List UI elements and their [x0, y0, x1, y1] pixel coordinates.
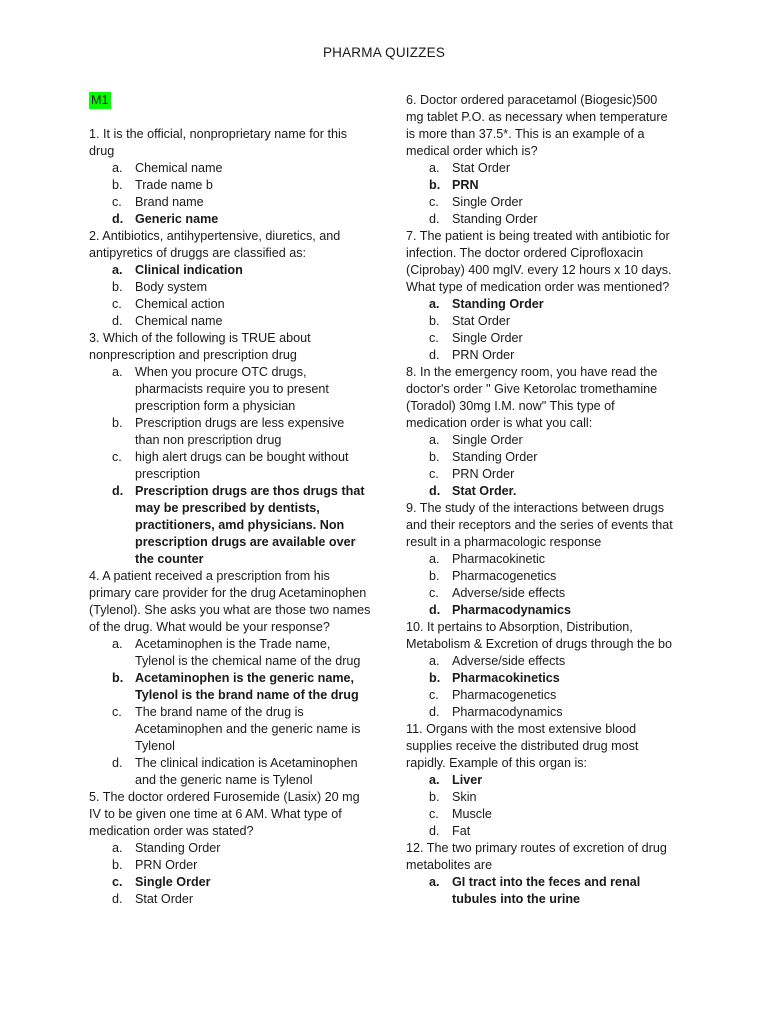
- answer-option: [89, 177, 371, 194]
- option-text: The clinical indication is Acetaminophen and the generic name is Tylenol: [135, 756, 358, 787]
- option-text: Single Order: [452, 195, 523, 209]
- answer-option: [89, 296, 371, 313]
- option-letter: a.: [112, 365, 123, 379]
- answer-option-correct: [89, 670, 371, 704]
- quiz-question-block: [406, 364, 676, 500]
- left-column: [89, 92, 371, 908]
- answer-option: [89, 279, 371, 296]
- option-letter: d.: [429, 348, 440, 362]
- answer-option: [406, 194, 676, 211]
- answer-option: [89, 704, 371, 755]
- option-letter: d.: [429, 705, 440, 719]
- answer-option: [406, 704, 676, 721]
- option-text: Standing Order: [452, 450, 538, 464]
- option-letter: c.: [112, 875, 123, 889]
- option-text: Stat Order.: [452, 484, 517, 498]
- option-letter: c.: [429, 331, 439, 345]
- answer-options: [89, 262, 371, 330]
- section-tag: M1: [91, 93, 109, 107]
- option-text: Single Order: [452, 433, 523, 447]
- answer-options: [406, 296, 676, 364]
- option-text: Standing Order: [452, 212, 538, 226]
- answer-option-correct: [406, 772, 676, 789]
- option-text: PRN Order: [452, 348, 515, 362]
- option-text: Single Order: [135, 875, 211, 889]
- answer-option: [89, 313, 371, 330]
- left-question-list: [89, 126, 371, 908]
- option-letter: c.: [112, 195, 122, 209]
- option-letter: a.: [429, 773, 440, 787]
- answer-options: [406, 653, 676, 721]
- option-text: Chemical name: [135, 314, 223, 328]
- answer-options: [89, 364, 371, 568]
- answer-option: [406, 585, 676, 602]
- option-letter: a.: [112, 161, 123, 175]
- option-text: Pharmacogenetics: [452, 688, 557, 702]
- answer-options: [406, 772, 676, 840]
- question-text: 10. It pertains to Absorption, Distribution, Metabolism & Excretion of drugs through the bo: [406, 620, 673, 651]
- option-letter: c.: [112, 297, 122, 311]
- question-text: 5. The doctor ordered Furosemide (Lasix) 20 mg IV to be given one time at 6 AM. What type of medication order was stated?: [89, 790, 360, 838]
- answer-option-correct: [89, 211, 371, 228]
- answer-option: [89, 194, 371, 211]
- option-text: When you procure OTC drugs, pharmacists require you to present prescription form a physician: [135, 365, 329, 413]
- answer-option: [406, 806, 676, 823]
- option-text: GI tract into the feces and renal tubules into the urine: [452, 875, 641, 906]
- option-letter: a.: [112, 263, 123, 277]
- option-letter: c.: [429, 195, 439, 209]
- answer-option: [406, 466, 676, 483]
- option-letter: a.: [429, 161, 440, 175]
- option-letter: b.: [112, 416, 123, 430]
- option-text: Body system: [135, 280, 208, 294]
- option-letter: d.: [112, 314, 123, 328]
- option-text: PRN Order: [452, 467, 515, 481]
- option-letter: b.: [429, 178, 441, 192]
- answer-options: [406, 160, 676, 228]
- option-letter: b.: [429, 569, 440, 583]
- quiz-question-block: [406, 92, 676, 228]
- option-text: PRN: [452, 178, 479, 192]
- option-text: Acetaminophen is the Trade name, Tylenol is the chemical name of the drug: [135, 637, 361, 668]
- answer-option: [406, 313, 676, 330]
- answer-option: [89, 364, 371, 415]
- option-text: Stat Order: [452, 161, 511, 175]
- question-text: 11. Organs with the most extensive blood supplies receive the distributed drug most rapidly. Example of this organ is:: [406, 722, 639, 770]
- option-text: Standing Order: [452, 297, 544, 311]
- answer-option-correct: [406, 296, 676, 313]
- option-text: Adverse/side effects: [452, 586, 566, 600]
- option-text: Muscle: [452, 807, 492, 821]
- option-text: Liver: [452, 773, 483, 787]
- answer-options: [89, 840, 371, 908]
- quiz-question-block: [89, 126, 371, 228]
- option-text: Acetaminophen is the generic name, Tylenol is the brand name of the drug: [135, 671, 359, 702]
- option-text: Skin: [452, 790, 477, 804]
- option-text: Clinical indication: [135, 263, 243, 277]
- question-text: 1. It is the official, nonproprietary name for this drug: [89, 127, 348, 158]
- answer-options: [89, 636, 371, 789]
- option-text: Prescription drugs are thos drugs that may be prescribed by dentists, practitioners, amd physicians. Non prescription drugs are available over the counter: [135, 484, 365, 566]
- question-text: 4. A patient received a prescription from his primary care provider for the drug Acetaminophen (Tylenol). She asks you what are those two names of the drug. What would be your response?: [89, 569, 371, 634]
- answer-option-correct: [406, 670, 676, 687]
- option-text: Generic name: [135, 212, 219, 226]
- option-letter: a.: [112, 841, 123, 855]
- option-text: The brand name of the drug is Acetaminophen and the generic name is Tylenol: [135, 705, 361, 753]
- answer-option-correct: [89, 262, 371, 279]
- question-text: 12. The two primary routes of excretion of drug metabolites are: [406, 841, 667, 872]
- option-letter: a.: [429, 433, 440, 447]
- option-text: Pharmacodynamics: [452, 603, 571, 617]
- answer-option: [406, 687, 676, 704]
- answer-option: [89, 160, 371, 177]
- answer-option: [89, 449, 371, 483]
- answer-option: [406, 568, 676, 585]
- answer-option-correct: [406, 177, 676, 194]
- answer-option: [406, 211, 676, 228]
- quiz-question-block: [406, 228, 676, 364]
- question-text: 7. The patient is being treated with antibiotic for infection. The doctor ordered Ciprofloxacin (Ciprobay) 400 mglV. every 12 hours x 10 days. What type of medication order was mentioned?: [406, 229, 672, 294]
- option-letter: d.: [429, 212, 440, 226]
- answer-option: [406, 432, 676, 449]
- answer-option: [89, 891, 371, 908]
- answer-options: [406, 874, 676, 908]
- option-letter: b.: [112, 280, 123, 294]
- option-letter: d.: [112, 212, 124, 226]
- answer-option: [406, 160, 676, 177]
- option-letter: d.: [112, 484, 124, 498]
- option-text: high alert drugs can be bought without prescription: [135, 450, 349, 481]
- answer-option-correct: [406, 483, 676, 500]
- option-letter: d.: [429, 484, 441, 498]
- answer-option: [406, 347, 676, 364]
- answer-options: [406, 432, 676, 500]
- answer-option: [89, 415, 371, 449]
- question-text: 3. Which of the following is TRUE about nonprescription and prescription drug: [89, 331, 311, 362]
- option-letter: d.: [112, 756, 123, 770]
- answer-option: [89, 840, 371, 857]
- quiz-question-block: [89, 568, 371, 789]
- option-letter: c.: [112, 705, 122, 719]
- answer-option: [89, 755, 371, 789]
- option-text: Single Order: [452, 331, 523, 345]
- option-text: Chemical action: [135, 297, 225, 311]
- option-letter: d.: [112, 892, 123, 906]
- right-column: [406, 92, 676, 908]
- option-letter: b.: [112, 858, 123, 872]
- option-letter: b.: [112, 178, 123, 192]
- option-text: Pharmacokinetic: [452, 552, 546, 566]
- option-letter: b.: [429, 314, 440, 328]
- page-title: PHARMA QUIZZES: [322, 45, 446, 60]
- quiz-question-block: [406, 840, 676, 908]
- option-letter: c.: [429, 586, 439, 600]
- option-text: Brand name: [135, 195, 204, 209]
- right-question-list: [406, 92, 676, 908]
- option-text: Prescription drugs are less expensive than non prescription drug: [135, 416, 345, 447]
- answer-option: [406, 449, 676, 466]
- quiz-question-block: [89, 789, 371, 908]
- answer-option: [89, 636, 371, 670]
- question-text: 8. In the emergency room, you have read the doctor's order " Give Ketorolac tromethamine (Toradol) 30mg I.M. now" This type of medication order is what you call:: [406, 365, 658, 430]
- option-text: Stat Order: [135, 892, 194, 906]
- option-text: Chemical name: [135, 161, 223, 175]
- answer-option-correct: [89, 483, 371, 568]
- quiz-question-block: [89, 228, 371, 330]
- answer-option-correct: [406, 602, 676, 619]
- answer-option: [89, 857, 371, 874]
- option-letter: a.: [429, 875, 440, 889]
- answer-option-correct: [406, 874, 676, 908]
- option-text: Adverse/side effects: [452, 654, 566, 668]
- option-text: PRN Order: [135, 858, 198, 872]
- option-text: Standing Order: [135, 841, 221, 855]
- option-text: Trade name b: [135, 178, 213, 192]
- option-letter: a.: [112, 637, 123, 651]
- option-letter: d.: [429, 824, 440, 838]
- option-letter: a.: [429, 297, 440, 311]
- option-text: Pharmacodynamics: [452, 705, 563, 719]
- answer-option: [406, 823, 676, 840]
- option-text: Stat Order: [452, 314, 511, 328]
- answer-option: [406, 789, 676, 806]
- question-text: 2. Antibiotics, antihypertensive, diuretics, and antipyretics of druggs are classified as:: [89, 229, 341, 260]
- answer-option: [406, 653, 676, 670]
- option-letter: b.: [112, 671, 124, 685]
- option-letter: d.: [429, 603, 441, 617]
- answer-option: [406, 551, 676, 568]
- option-text: Fat: [452, 824, 471, 838]
- option-letter: a.: [429, 654, 440, 668]
- answer-options: [406, 551, 676, 619]
- quiz-question-block: [406, 721, 676, 840]
- option-letter: c.: [429, 688, 439, 702]
- option-text: Pharmacokinetics: [452, 671, 560, 685]
- answer-options: [89, 160, 371, 228]
- quiz-question-block: [89, 330, 371, 568]
- option-letter: b.: [429, 790, 440, 804]
- quiz-question-block: [406, 619, 676, 721]
- option-letter: c.: [112, 450, 122, 464]
- quiz-question-block: [406, 500, 676, 619]
- option-letter: a.: [429, 552, 440, 566]
- option-letter: b.: [429, 671, 441, 685]
- question-text: 9. The study of the interactions between drugs and their receptors and the series of events that result in a pharmacologic response: [406, 501, 673, 549]
- option-text: Pharmacogenetics: [452, 569, 557, 583]
- question-text: 6. Doctor ordered paracetamol (Biogesic)500 mg tablet P.O. as necessary when temperature is more than 37.5*. This is an example of a medical order which is?: [406, 93, 668, 158]
- option-letter: c.: [429, 807, 439, 821]
- option-letter: c.: [429, 467, 439, 481]
- option-letter: b.: [429, 450, 440, 464]
- answer-option-correct: [89, 874, 371, 891]
- answer-option: [406, 330, 676, 347]
